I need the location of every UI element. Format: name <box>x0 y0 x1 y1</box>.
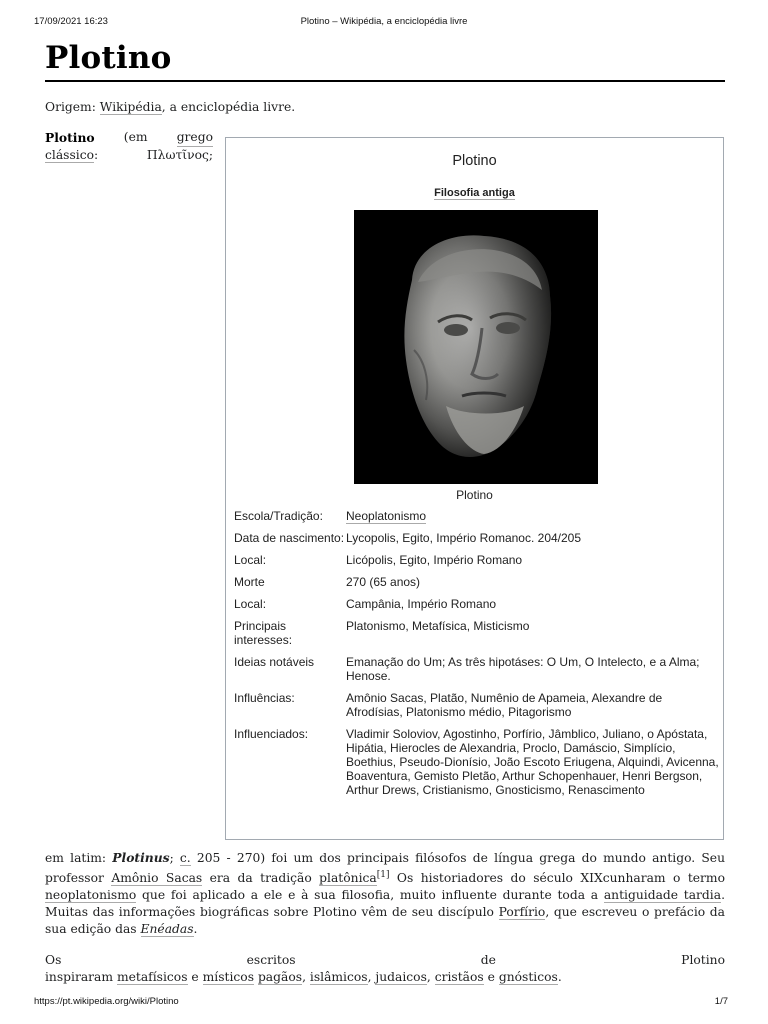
print-url: https://pt.wikipedia.org/wiki/Plotino <box>34 996 179 1007</box>
row-value[interactable]: Vladimir Soloviov, Agostinho, Porfírio, Jâmblico, Juliano, o Apóstata, Hipátia, Hierocles de Alexandria, Proclo, Damáscio, Simplício, Boethius, Pseudo-Dionísio, João Escoto Eriugena, Alquindi, Avicenna, Boaventura, Gemisto Pletão, Arthur Schopenhauer, Henri Bergson, Arthur Drews, Cristianismo, Gnosticismo, Renascimento <box>346 727 719 797</box>
link-eneadas[interactable]: Enéadas <box>140 922 194 937</box>
row-value[interactable]: Lycopolis, Egito, Império Romanoc. 204/205 <box>346 531 582 545</box>
infobox-row: Principais interesses: Platonismo, Metafísica, Misticismo <box>234 619 720 647</box>
infobox-row: Influências: Amônio Sacas, Platão, Numênio de Apameia, Alexandre de Afrodísias, Platonismo médio, Pitagorismo <box>234 691 720 719</box>
row-value[interactable]: 270 (65 anos) <box>346 575 421 589</box>
infobox-row: Local: Licópolis, Egito, Império Romano <box>234 553 720 567</box>
reference-1[interactable]: [1] <box>376 870 390 880</box>
link-pagaos[interactable]: pagãos <box>257 970 303 984</box>
origin-line: Origem: Wikipédia, a enciclopédia livre. <box>45 100 296 114</box>
row-value: Emanação do Um; As três hipotáses: O Um, O Intelecto, e a Alma; Henose. <box>346 655 700 683</box>
print-page-number: 1/7 <box>714 996 728 1007</box>
link-neoplatonismo[interactable]: neoplatonismo <box>45 888 137 903</box>
link-grego[interactable]: grego <box>177 129 213 147</box>
infobox-image-caption: Plotino <box>456 488 493 502</box>
link-circa[interactable]: c. <box>179 851 191 865</box>
infobox-row: Influenciados: Vladimir Soloviov, Agostinho, Porfírio, Jâmblico, Juliano, o Apóstata, Hipátia, Hierocles de Alexandria, Proclo, Damáscio, Simplício, Boethius, Pseudo-Dionísio, João Escoto Eriugena, Alquindi, Avicenna, Boaventura, Gemisto Pletão, Arthur Schopenhauer, Henri Bergson, Arthur Drews, Cristianismo, Gnosticismo, Renascimento <box>234 727 719 797</box>
origin-link[interactable]: Wikipédia <box>99 100 162 114</box>
print-datetime: 17/09/2021 16:23 <box>34 16 108 27</box>
infobox-title: Plotino <box>452 153 497 169</box>
link-classico[interactable]: clássico <box>45 148 94 162</box>
body-paragraph-1: em latim: Plotinus; c. 205 - 270) foi um dos principais filósofos de língua grega do mundo antigo. Seu professor Amônio Sacas era da tradição platônica[1] Os historiadores do século XIXcunharam o termo neoplatonismo que foi aplicado a ele e à sua filosofia, muito influente durante toda a antiguidade tardia. Muitas das informações biográficas sobre Plotino vêm de seu discípulo Porfírio, que escreveu o prefácio da sua edição das Enéadas. <box>45 850 726 937</box>
infobox-row: Local: Campânia, Império Romano <box>234 597 720 611</box>
body-paragraph-2: Os escritos de Plotino inspiraram metafísicos e místicos pagãos, islâmicos, judaicos, cristãos e gnósticos. <box>45 953 725 984</box>
link-amonio-sacas[interactable]: Amônio Sacas <box>111 871 203 886</box>
infobox-rows <box>234 509 720 805</box>
title-divider <box>45 80 725 82</box>
row-value[interactable]: Neoplatonismo <box>346 509 427 523</box>
infobox-row: Data de nascimento: Lycopolis, Egito, Império Romanoc. 204/205 <box>234 531 720 545</box>
link-antiguidade-tardia[interactable]: antiguidade tardia <box>603 888 722 903</box>
link-cristaos[interactable]: cristãos <box>434 970 484 984</box>
infobox-subtitle[interactable]: Filosofia antiga <box>434 187 515 199</box>
row-value[interactable]: Licópolis, Egito, Império Romano <box>346 553 523 567</box>
row-value[interactable]: Platonismo, Metafísica, Misticismo <box>346 619 530 633</box>
link-gnosticos[interactable]: gnósticos <box>498 970 558 984</box>
link-porfirio[interactable]: Porfírio <box>498 905 546 920</box>
link-judaicos[interactable]: judaicos <box>375 970 427 984</box>
print-doc-title: Plotino – Wikipédia, a enciclopédia livre <box>300 16 468 27</box>
greek-name: Πλωτῖνος; <box>146 148 213 162</box>
link-misticos[interactable]: místicos <box>202 970 255 984</box>
link-metafisicos[interactable]: metafísicos <box>116 970 188 984</box>
row-value[interactable]: Campânia, Império Romano <box>346 597 497 611</box>
link-platonica[interactable]: platônica <box>319 871 377 886</box>
plotinus-bust-image[interactable] <box>354 210 598 484</box>
infobox-row: Morte 270 (65 anos) <box>234 575 720 589</box>
infobox-row: Ideias notáveis Emanação do Um; As três hipotáses: O Um, O Intelecto, e a Alma; Henose. <box>234 655 720 683</box>
lead-paragraph: Plotino (em grego clássico: Πλωτῖνος; <box>45 130 213 162</box>
link-islamicos[interactable]: islâmicos <box>309 970 368 984</box>
page-title: Plotino <box>45 40 172 76</box>
infobox <box>225 137 724 840</box>
row-value[interactable]: Amônio Sacas, Platão, Numênio de Apameia, Alexandre de Afrodísias, Platonismo médio, Pitagorismo <box>346 691 663 719</box>
lead-name: Plotino <box>45 130 95 145</box>
infobox-row: Escola/Tradição: Neoplatonismo <box>234 509 720 523</box>
